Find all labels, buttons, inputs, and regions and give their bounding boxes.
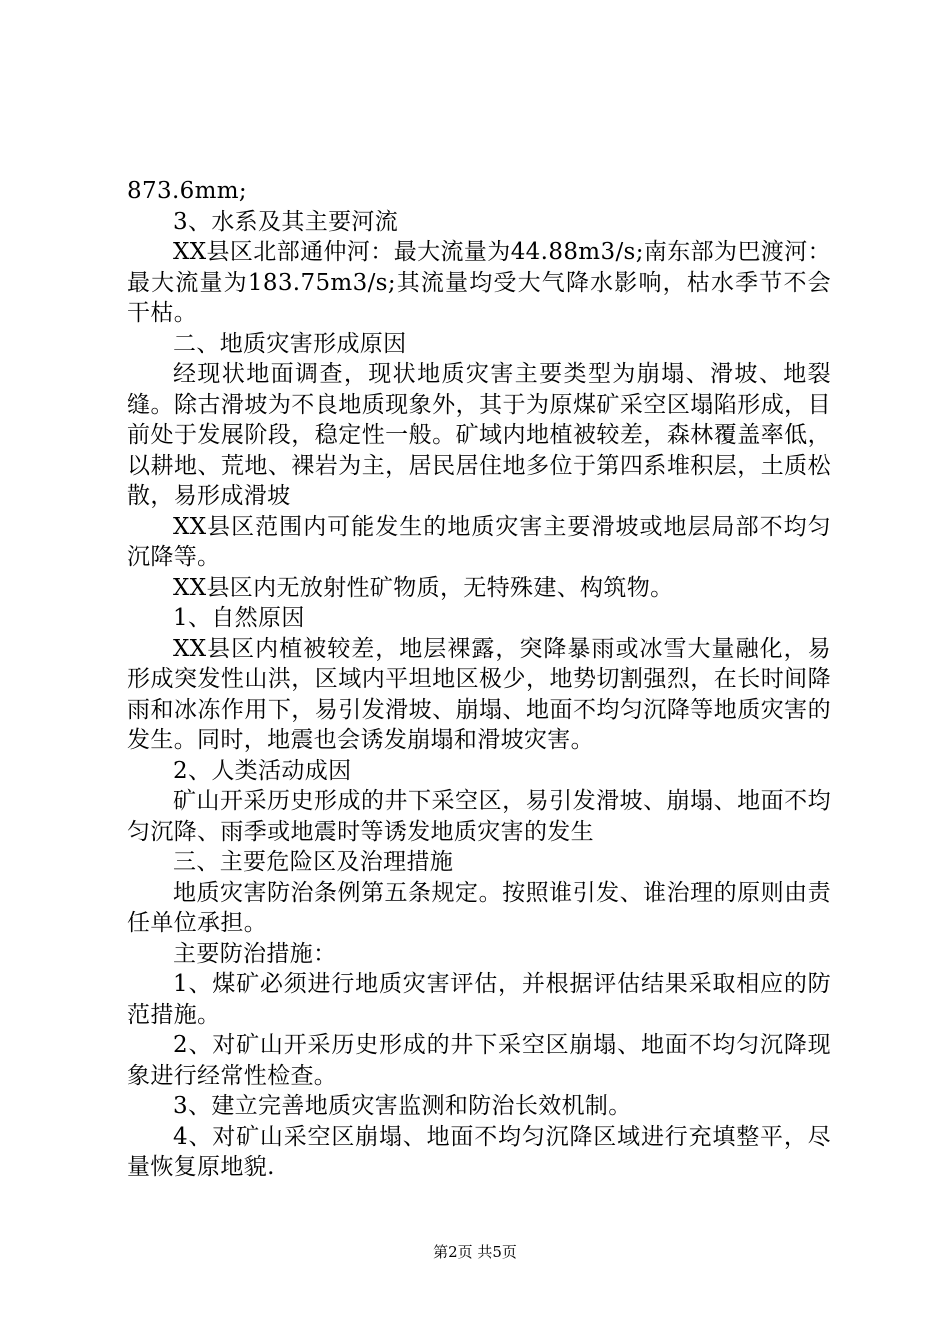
paragraph: 主要防治措施：	[173, 940, 337, 967]
paragraph: 873.6mm;	[127, 178, 248, 204]
paragraph: 2、人类活动成因	[173, 757, 352, 784]
paragraph: 三、主要危险区及治理措施	[173, 849, 454, 875]
paragraph: XX县区内无放射性矿物质，无特殊建、构筑物。	[173, 574, 674, 601]
paragraph: 1、自然原因	[173, 605, 305, 631]
paragraph: 矿山开采历史形成的井下采空区，易引发滑坡、崩塌、地面不均匀沉降、雨季或地震时等诱发地质灾害的发生	[127, 788, 831, 845]
paragraph: 地质灾害防治条例第五条规定。按照谁引发、谁治理的原则由责任单位承担。	[127, 879, 831, 936]
paragraph: 4、对矿山采空区崩塌、地面不均匀沉降区域进行充填整平，尽量恢复原地貌.	[127, 1123, 831, 1180]
paragraph: 二、地质灾害形成原因	[173, 330, 407, 357]
paragraph: XX县区北部通仲河：最大流量为44.88m3/s;南东部为巴渡河：最大流量为183.75m3/s;其流量均受大气降水影响，枯水季节不会干枯。	[127, 239, 831, 326]
paragraph: 2、对矿山开采历史形成的井下采空区崩塌、地面不均匀沉降现象进行经常性检查。	[127, 1032, 831, 1089]
paragraph: 3、建立完善地质灾害监测和防治长效机制。	[173, 1093, 632, 1119]
page-footer: 第2页 共5页	[433, 1243, 517, 1261]
paragraph: 3、水系及其主要河流	[173, 208, 399, 235]
document-body	[127, 176, 831, 1183]
paragraph: XX县区范围内可能发生的地质灾害主要滑坡或地层局部不均匀沉降等。	[127, 513, 831, 570]
paragraph: XX县区内植被较差，地层裸露，突降暴雨或冰雪大量融化，易形成突发性山洪，区域内平坦地区极少，地势切割强烈，在长时间降雨和冰冻作用下，易引发滑坡、崩塌、地面不均匀沉降等地质灾害的发生。同时，地震也会诱发崩塌和滑坡灾害。	[127, 635, 831, 753]
paragraph: 经现状地面调查，现状地质灾害主要类型为崩塌、滑坡、地裂缝。除古滑坡为不良地质现象外，其于为原煤矿采空区塌陷形成，目前处于发展阶段，稳定性一般。矿域内地植被较差，森林覆盖率低，以耕地、荒地、裸岩为主，居民居住地多位于第四系堆积层，土质松散，易形成滑坡	[127, 361, 831, 509]
paragraph: 1、煤矿必须进行地质灾害评估，并根据评估结果采取相应的防范措施。	[127, 971, 831, 1028]
